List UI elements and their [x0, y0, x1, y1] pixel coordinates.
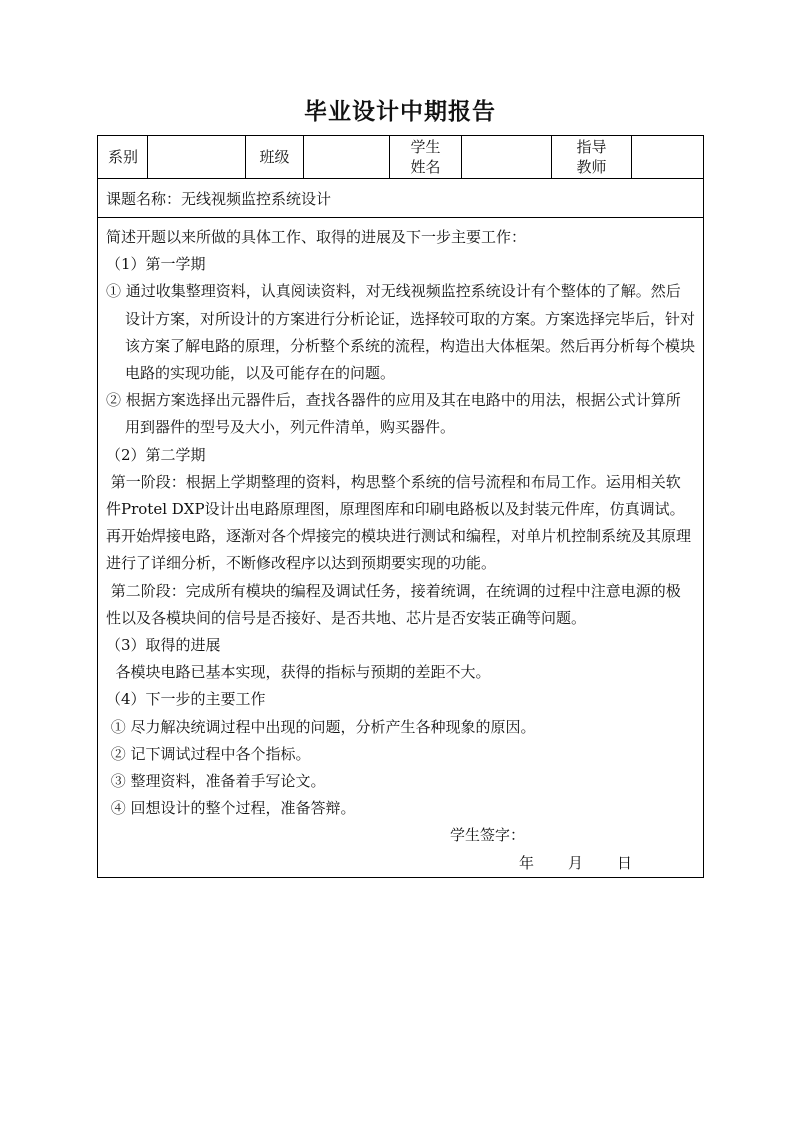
class-label: 班级	[246, 136, 304, 179]
topic-text: 课题名称：无线视频监控系统设计	[98, 179, 704, 218]
progress-heading: （3）取得的进展	[106, 636, 221, 655]
next-step-item-3: ③ 整理资料，准备着手写论文。	[106, 772, 326, 791]
advisor-field[interactable]	[632, 136, 704, 179]
student-name-field[interactable]	[462, 136, 552, 179]
semester-1-heading: （1）第一学期	[106, 255, 206, 274]
date-month: 月	[568, 853, 584, 872]
advisor-label-line2: 教师	[576, 158, 607, 176]
report-form	[97, 135, 704, 878]
content-row	[98, 218, 704, 878]
progress-text: 各模块电路已基本实现，获得的指标与预期的差距不大。	[106, 663, 491, 682]
topic-row	[98, 179, 704, 218]
department-field[interactable]	[148, 136, 246, 179]
semester-2-stage-1: 第一阶段：根据上学期整理的资料，构思整个系统的信号流程和布局工作。运用相关软件Protel DXP设计出电路原理图，原理图库和印刷电路板以及封装元件库，仿真调试。再开始焊接电路，逐渐对各个焊接完的模块进行测试和编程，对单片机控制系统及其原理进行了详细分析，不断修改程序以达到预期要实现的功能。	[106, 472, 692, 573]
next-step-item-4: ④ 回想设计的整个过程，准备答辩。	[106, 799, 356, 818]
department-label: 系别	[98, 136, 148, 179]
student-name-label-line2: 姓名	[410, 158, 441, 176]
semester-2-stage-2: 第二阶段：完成所有模块的编程及调试任务，接着统调，在统调的过程中注意电源的极性以及各模块间的信号是否接好、是否共地、芯片是否安装正确等问题。	[106, 581, 681, 627]
semester-1-item-1: ① 通过收集整理资料，认真阅读资料，对无线视频监控系统设计有个整体的了解。然后设计方案，对所设计的方案进行分析论证，选择较可取的方案。方案选择完毕后，针对该方案了解电路的原理，分析整个系统的流程，构造出大体框架。然后再分析每个模块电路的实现功能，以及可能存在的问题。	[106, 282, 696, 383]
advisor-label	[552, 136, 632, 179]
next-step-item-2: ② 记下调试过程中各个指标。	[106, 744, 311, 763]
semester-2-heading: （2）第二学期	[106, 445, 206, 464]
semester-1-item-2: ② 根据方案选择出元器件后，查找各器件的应用及其在电路中的用法，根据公式计算所用到器件的型号及大小，列元件清单，购买器件。	[106, 391, 681, 437]
date-day: 日	[617, 853, 633, 872]
student-name-label-line1: 学生	[410, 138, 441, 156]
student-name-label	[390, 136, 462, 179]
report-content	[98, 218, 704, 878]
intro-text: 简述开题以来所做的具体工作、取得的进展及下一步主要工作：	[106, 228, 527, 246]
report-title: 毕业设计中期报告	[304, 99, 496, 125]
next-steps-heading: （4）下一步的主要工作	[106, 690, 266, 709]
signature-date	[106, 850, 695, 877]
header-row	[98, 136, 704, 179]
date-year: 年	[519, 853, 535, 872]
class-field[interactable]	[304, 136, 390, 179]
student-signature: 学生签字：	[450, 826, 526, 845]
advisor-label-line1: 指导	[576, 138, 607, 156]
next-step-item-1: ① 尽力解决统调过程中出现的问题，分析产生各种现象的原因。	[106, 717, 536, 736]
